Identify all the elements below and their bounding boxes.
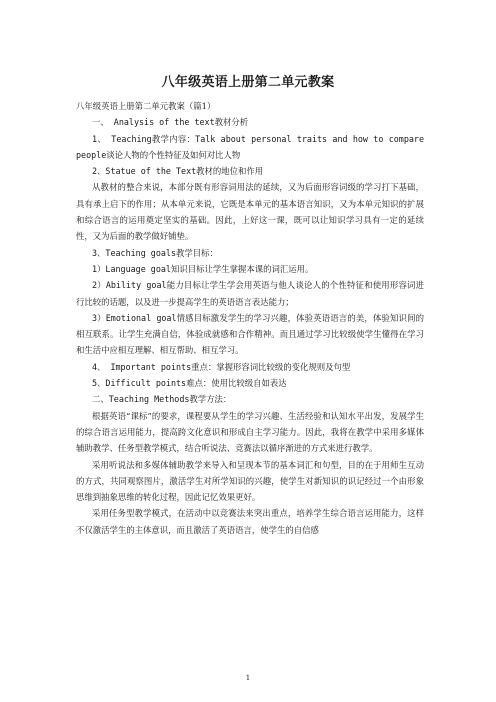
paragraph-language-goal: 1）Language goal知识目标让学生掌握本课的词汇运用。 [92,263,314,274]
subheading-statue-of-text: 2、Statue of the Text教材的地位和作用 [92,166,264,177]
paragraph-task-method: 采用任务型教学模式，在活动中以竞赛法来突出重点，培养学生综合语言运用能力，这样不仅激活学生的主体意识，而且激活了英语语言，使学生的自信感 [76,508,424,535]
paragraph-text-role: 从教材的整合来说，本部分既有形容词用法的延续，又为后面形容词级的学习打下基础，具有承上启下的作用；从本单元来说，它既是本单元的基本语言知识，又为本单元知识的扩展和综合语言的运用奠定坚实的基础。因此，上好这一课，既可以让知识学习具有一定的延续性，又为后面的教学做好铺垫。 [76,182,424,242]
paragraph-curriculum: 根据英语“课标”的要求，课程要从学生的学习兴趣、生活经验和认知水平出发，发展学生的综合语言运用能力，提高跨文化意识和形成自主学习能力。因此，我将在教学中采用多媒体辅助教学、任务型教学模式，结合听说法、竞赛法以循序渐进的方式来进行教学。 [76,410,424,454]
section-heading-analysis: 一、 Analysis of the text教材分析 [92,117,249,128]
paragraph-subtitle: 八年级英语上册第二单元教案（篇1） [76,101,216,111]
subheading-teaching-goals: 3、Teaching goals教学目标： [92,247,218,258]
document-title: 八年级英语上册第二单元教案 [161,75,335,90]
document-body [76,98,424,538]
section-heading-methods: 二、Teaching Methods教学方法： [92,394,232,405]
paragraph-emotional-goal: 3）Emotional goal情感目标激发学生的学习兴趣，体验英语语言的美，体验知识间的相互联系。让学生充满自信，体验成就感和合作精神。而且通过学习比较级使学生懂得在学习和生活中应相互理解、相互帮助、相互学习。 [76,312,424,356]
paragraph-teaching-content: 1、 Teaching教学内容：Talk about personal traits and how to compare people谈论人物的个性特征及如何对比人物 [76,133,424,160]
paragraph-important-points: 4、 Important points重点：掌握形容词比较级的变化规则及句型 [92,361,351,372]
paragraph-difficult-points: 5、Difficult points难点：使用比较级自如表达 [92,378,287,389]
page-number: 1 [245,674,251,682]
paragraph-listening-method: 采用听说法和多媒体辅助教学来导入和呈现本节的基本词汇和句型，目的在于用师生互动的方式，共同观察图片，激活学生对所学知识的兴趣，使学生对新知识的识记经过一个由形象思维到抽象思维的转化过程，因此记忆效果更好。 [76,459,424,503]
paragraph-ability-goal: 2）Ability goal能力目标让学生学会用英语与他人谈论人的个性特征和使用形容词进行比较的话题，以及进一步提高学生的英语语言表达能力； [76,280,424,307]
